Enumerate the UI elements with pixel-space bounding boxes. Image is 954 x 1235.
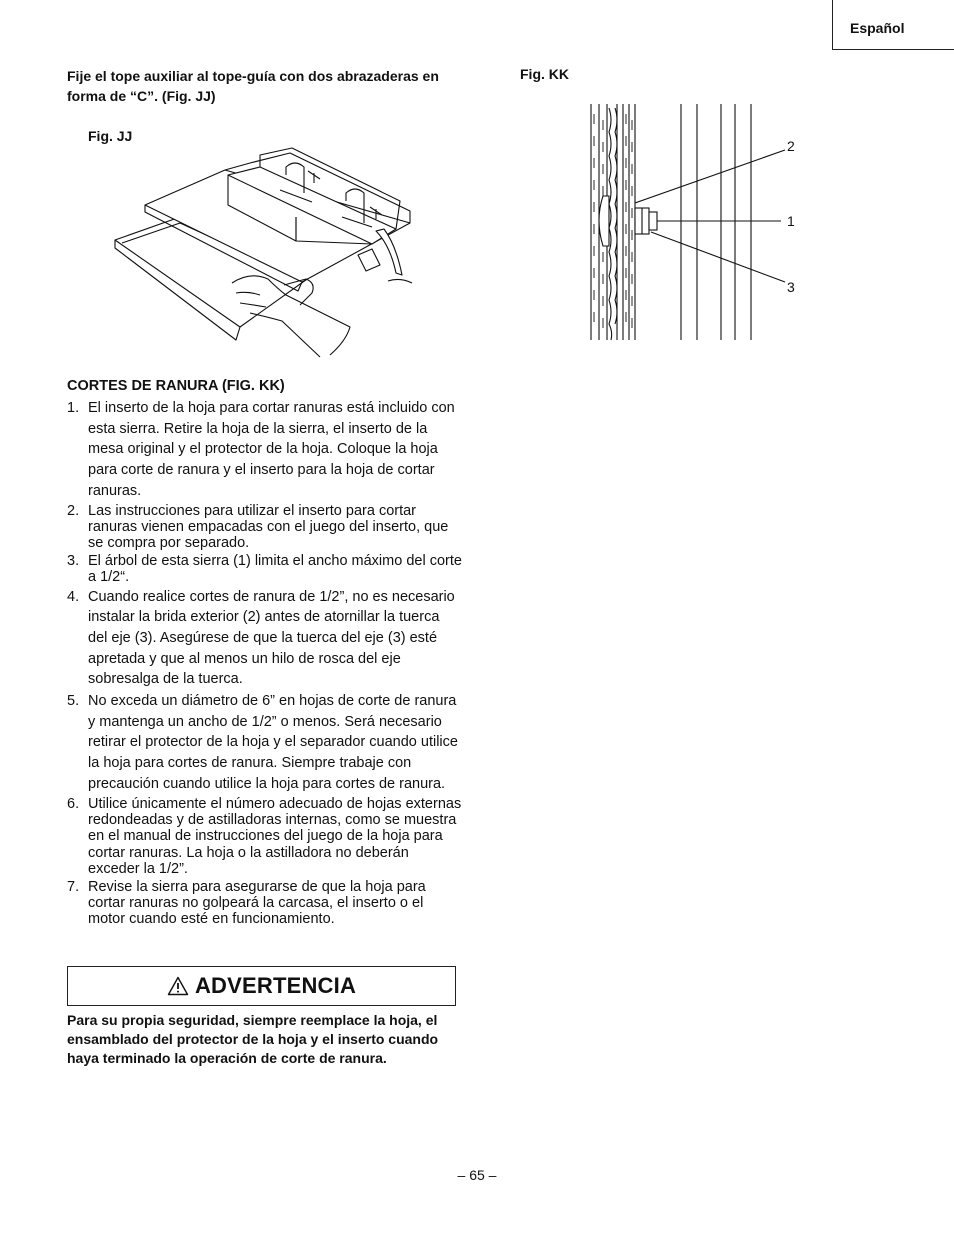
fig-jj-label: Fig. JJ (88, 128, 133, 144)
fig-kk-illustration (585, 100, 815, 342)
callout-label: 3 (787, 279, 795, 295)
intro-paragraph: Fije el tope auxiliar al tope-guía con dos abrazaderas en forma de “C”. (Fig. JJ) (67, 68, 439, 104)
list-item (67, 553, 462, 586)
list-item-text: El inserto de la hoja para cortar ranuras está incluido con esta sierra. Retire la hoja de la sierra, el inserto de la mesa original y el protector de la hoja. Coloque la hoja para corte de ranura y el inserto para la hoja de cortar ranuras. (88, 400, 455, 499)
instruction-list (67, 398, 462, 928)
list-item-text: El árbol de esta sierra (1) limita el ancho máximo del corte a 1/2“. (88, 552, 462, 586)
list-item (67, 879, 462, 928)
list-item (67, 691, 462, 795)
fig-kk-label: Fig. KK (520, 66, 569, 82)
list-item (67, 398, 462, 502)
language-label: Español (850, 20, 905, 36)
list-item-number: 2. (67, 502, 80, 519)
section-heading: CORTES DE RANURA (FIG. KK) (67, 378, 285, 394)
list-item (67, 503, 462, 552)
warning-text: Para su propia seguridad, siempre reemplace la hoja, el ensamblado del protector de la hoja y el inserto cuando haya terminado la operación de corte de ranura. (67, 1012, 439, 1066)
list-item-text: Revise la sierra para asegurarse de que la hoja para cortar ranuras no golpeará la carcasa, el inserto o el motor cuando esté en funcionamiento. (88, 878, 426, 928)
fig-jj-illustration (110, 145, 430, 360)
warning-title: ADVERTENCIA (194, 973, 357, 998)
callout-label: 2 (787, 138, 795, 154)
dado-cuts-section (67, 377, 462, 928)
list-item-number: 7. (67, 878, 80, 895)
list-item-text: No exceda un diámetro de 6” en hojas de corte de ranura y mantenga un ancho de 1/2” o menos. Será necesario retirar el protector de la hoja y el separador cuando utilice la hoja para cortes de ranura. Siempre trabaje con precaución cuando utilice la hoja para cortes de ranura. (88, 693, 458, 792)
list-item-number: 6. (67, 795, 80, 812)
list-item-number: 1. (67, 400, 80, 416)
list-item-text: Las instrucciones para utilizar el inserto para cortar ranuras vienen empacadas con el juego del inserto, que se compra por separado. (88, 502, 449, 552)
language-tab (832, 0, 954, 50)
warning-triangle-icon (167, 976, 189, 996)
list-item (67, 796, 462, 878)
warning-banner (67, 966, 456, 1006)
list-item-text: Utilice únicamente el número adecuado de hojas externas redondeadas y de astilladoras internas, como se muestra en el manual de instrucciones del juego de la hoja para cortar ranuras. La hoja o la astilladora no deberán exceder la 1/2”. (88, 795, 462, 878)
callout-label: 1 (787, 213, 795, 229)
page-number: – 65 – (457, 1167, 497, 1183)
list-item (67, 587, 462, 691)
list-item-number: 4. (67, 588, 80, 605)
list-item-text: Cuando realice cortes de ranura de 1/2”, no es necesario instalar la brida exterior (2) antes de atornillar la tuerca del eje (3). Asegúrese de que la tuerca del eje (3) esté apretada y que al menos un hilo de rosca del eje sobresalga de la tuerca. (88, 588, 455, 688)
list-item-number: 5. (67, 693, 80, 710)
list-item-number: 3. (67, 552, 80, 569)
